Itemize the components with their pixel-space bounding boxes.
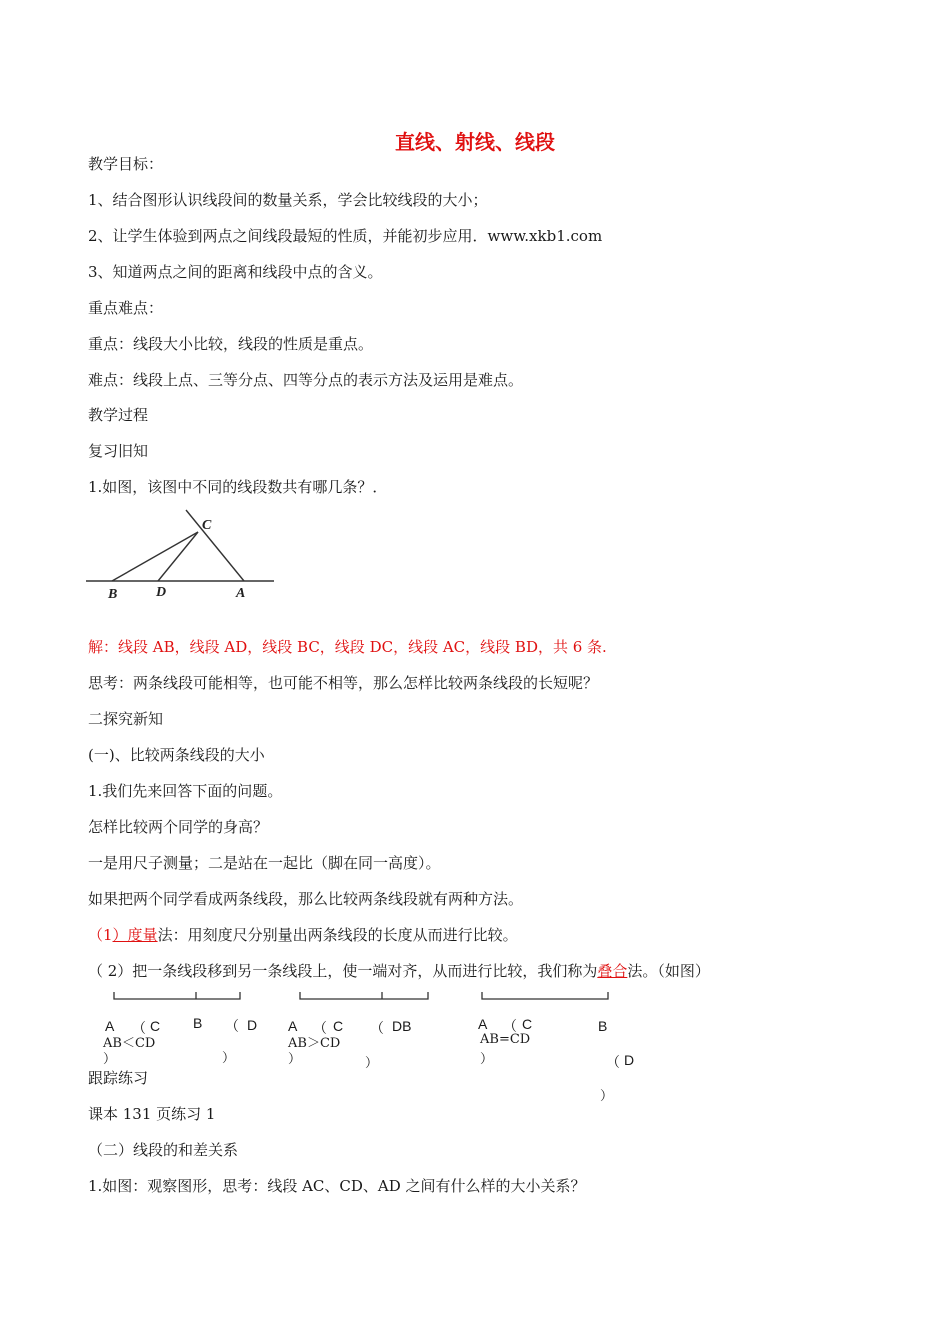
fig1-label-b: B	[193, 1015, 203, 1031]
think: 思考：两条线段可能相等，也可能不相等，那么怎样比较两条线段的长短呢？	[88, 674, 599, 692]
review-heading: 复习旧知	[88, 442, 149, 460]
method-1-prefix: （1	[88, 926, 113, 944]
fig2-paren-open: （	[313, 1020, 327, 1036]
compare-figure-3-lines	[480, 990, 612, 1004]
fig2-paren-close: ）	[288, 1052, 302, 1067]
fig3-paren-close-2: ）	[600, 1089, 614, 1104]
fig3-relation: AB=CD	[480, 1032, 531, 1047]
fig2-relation: AB＞CD	[288, 1036, 341, 1051]
fig3-paren-close: ）	[480, 1052, 494, 1067]
fig3-label-b: B	[598, 1018, 608, 1034]
practice-heading: 跟踪练习	[88, 1069, 149, 1087]
fig1-label-d: D	[247, 1017, 258, 1033]
fig3-paren-open-2: （	[606, 1054, 620, 1070]
objective-3: 3、知道两点之间的距离和线段中点的含义。	[88, 263, 383, 281]
fig1-label-a: A	[105, 1018, 115, 1034]
fig1-paren-close-2: ）	[222, 1051, 236, 1066]
practice-reference: 课本 131 页练习 1	[88, 1105, 216, 1123]
fig1-paren-open: （	[132, 1020, 146, 1036]
fig2-label-a: A	[288, 1018, 298, 1034]
process-heading: 教学过程	[88, 406, 149, 424]
fig3-paren-open: （	[503, 1018, 517, 1034]
label-a: A	[236, 586, 246, 601]
objective-2: 2、让学生体验到两点之间线段最短的性质，并能初步应用．www.xkb1.com	[88, 227, 603, 245]
section-1-question: 怎样比较两个同学的身高？	[88, 818, 269, 836]
section-1-note: 如果把两个同学看成两条线段，那么比较两条线段就有两种方法。	[88, 890, 524, 908]
segment-figure-1	[86, 505, 276, 605]
method-1-emphasis: ）度量	[112, 926, 158, 944]
fig3-label-d: D	[624, 1052, 635, 1068]
section-2-heading: （二）线段的和差关系	[88, 1141, 239, 1159]
method-1-text: 法：用刻度尺分别量出两条线段的长度从而进行比较。	[157, 926, 518, 944]
answer-1: 解：线段 AB，线段 AD，线段 BC，线段 DC，线段 AC，线段 BD，共 6 条.	[88, 638, 607, 656]
segment-ca	[186, 510, 244, 581]
question-1: 1.如图，该图中不同的线段数共有哪几条？．	[88, 478, 388, 496]
fig1-paren-close: ）	[103, 1052, 117, 1067]
method-2-suffix: 法。（如图）	[627, 962, 710, 980]
method-2-text: （ 2）把一条线段移到另一条线段上，使一端对齐，从而进行比较，我们称为	[88, 962, 598, 980]
fig3-label-c: C	[522, 1016, 533, 1032]
section-1-answer: 一是用尺子测量；二是站在一起比（脚在同一高度）。	[88, 854, 441, 872]
fig3-label-a: A	[478, 1016, 488, 1032]
fig2-paren-close-2: ）	[365, 1056, 379, 1071]
section-2-question-1: 1.如图：观察图形，思考：线段 AC、CD、AD 之间有什么样的大小关系？	[88, 1177, 586, 1195]
method-2-emphasis: 叠合	[597, 962, 628, 980]
compare-figure-1-lines	[112, 990, 244, 1004]
fig2-label-c: C	[333, 1018, 344, 1034]
section-1-item-1: 1.我们先来回答下面的问题。	[88, 782, 283, 800]
segment-dc	[158, 532, 198, 581]
fig2-label-db: DB	[392, 1018, 412, 1034]
method-1	[88, 924, 518, 945]
section-1-heading: (一)、比较两条线段的大小	[88, 746, 265, 764]
label-c: C	[202, 518, 212, 533]
fig1-relation: AB＜CD	[103, 1036, 156, 1051]
label-b: B	[108, 587, 118, 602]
objectives-heading: 教学目标：	[88, 155, 164, 173]
key-points-heading: 重点难点：	[88, 299, 164, 317]
label-d: D	[156, 585, 167, 600]
page-title: 直线、射线、线段	[395, 130, 555, 154]
compare-figure-2-lines	[298, 990, 432, 1004]
key-point: 重点：线段大小比较，线段的性质是重点。	[88, 335, 374, 353]
explore-heading: 二探究新知	[88, 710, 164, 728]
fig2-paren-open-2: （	[370, 1020, 384, 1036]
method-2	[88, 960, 710, 981]
objective-1: 1、结合图形认识线段间的数量关系，学会比较线段的大小；	[88, 191, 488, 209]
difficulty: 难点：线段上点、三等分点、四等分点的表示方法及运用是难点。	[88, 371, 524, 389]
fig1-paren-open-2: （	[225, 1018, 239, 1034]
fig1-label-c: C	[150, 1018, 161, 1034]
segment-bc	[112, 532, 198, 581]
